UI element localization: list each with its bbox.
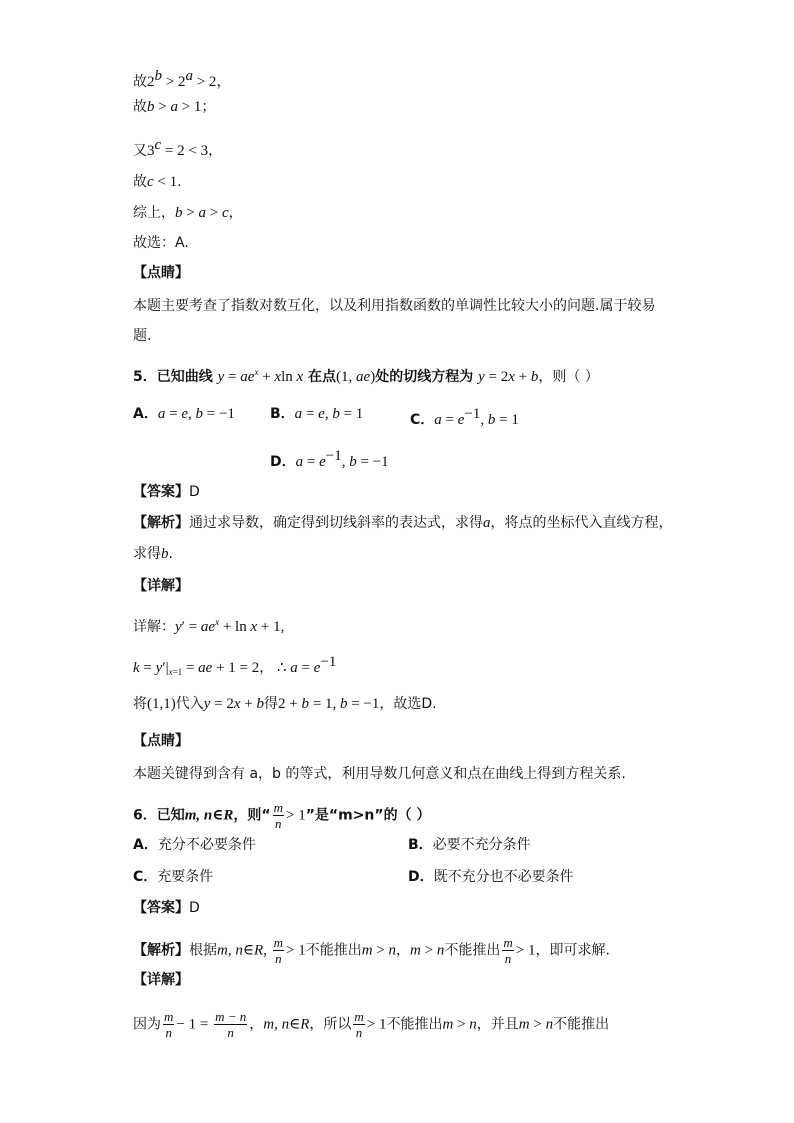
answer-6: 【答案】D [133, 900, 200, 916]
line-4: 故c < 1. [133, 174, 182, 190]
q5-option-c: C．$a = e^{-1}$, b = 1 [410, 406, 519, 428]
line-5: 综上，b > a > c， [133, 205, 243, 221]
jiexi-6: 【解析】根据m, n∈R, $\frac{m}{n}$ > 1不能推出m > n，m > n不能推出 $\frac{m}{n}$ > 1，即可求解. [133, 935, 610, 966]
tag-xiangjie-5: 【详解】 [133, 578, 189, 594]
question-6: 6．已知m, n∈R，则“ $\frac{m}{n}$ > 1”是“m>n”的（ ） [133, 800, 431, 831]
answer-5: 【答案】D [133, 484, 200, 500]
tag-dianjing-1: 【点睛】 [133, 265, 189, 281]
note-1b: 题. [133, 328, 152, 344]
note-2: 本题关键得到含有 a，b 的等式，利用导数几何意义和点在曲线上得到方程关系. [133, 766, 626, 782]
tag-dianjing-2: 【点睛】 [133, 733, 189, 749]
xiangjie-5b: $k = y'|_{x=1}$ = ae + 1 = 2， ∴ $a = e^{-1}$ [133, 654, 337, 677]
xiangjie-5a: 详解：$y' = ae^x + \ln x + 1$, [133, 617, 285, 635]
q6-option-c: C．充要条件 [133, 869, 214, 885]
line-6: 故选：A. [133, 235, 189, 251]
line-2: 故b > a > 1； [133, 99, 216, 115]
note-1a: 本题主要考查了指数对数互化，以及利用指数函数的单调性比较大小的问题.属于较易 [133, 298, 656, 314]
q6-option-b: B．必要不充分条件 [408, 837, 531, 853]
q6-option-d: D．既不充分也不必要条件 [408, 869, 574, 885]
tag-xiangjie-6: 【详解】 [133, 972, 189, 988]
line-3: 又$3^c = 2 < 3$， [133, 137, 223, 159]
xiangjie-6: 因为 $\frac{m}{n}$ − 1 = $\frac{m - n}{n}$ ，m, n∈R，所以 $\frac{m}{n}$ > 1不能推出m > n，并且m > n不能推出 [133, 1009, 610, 1040]
jiexi-5b: 求得b. [133, 546, 173, 562]
q5-option-a: A．a = e, b = −1 [133, 406, 235, 422]
q6-option-a: A．充分不必要条件 [133, 837, 256, 853]
xiangjie-5c: 将(1,1)代入y = 2x + b得2 + b = 1, b = −1，故选D. [133, 696, 437, 712]
q5-option-b: B．a = e, b = 1 [270, 406, 364, 422]
q5-option-d: D．$a = e^{-1}$, b = −1 [270, 448, 389, 470]
question-5: 5．已知曲线 $y = ae^x + xln$ x 在点(1, ae)处的切线方程为 y = 2x + b，则（ ） [133, 367, 599, 385]
jiexi-5a: 【解析】通过求导数，确定得到切线斜率的表达式，求得a，将点的坐标代入直线方程， [133, 515, 673, 531]
line-1: 故$2^b > 2^a > 2$， [133, 68, 231, 90]
